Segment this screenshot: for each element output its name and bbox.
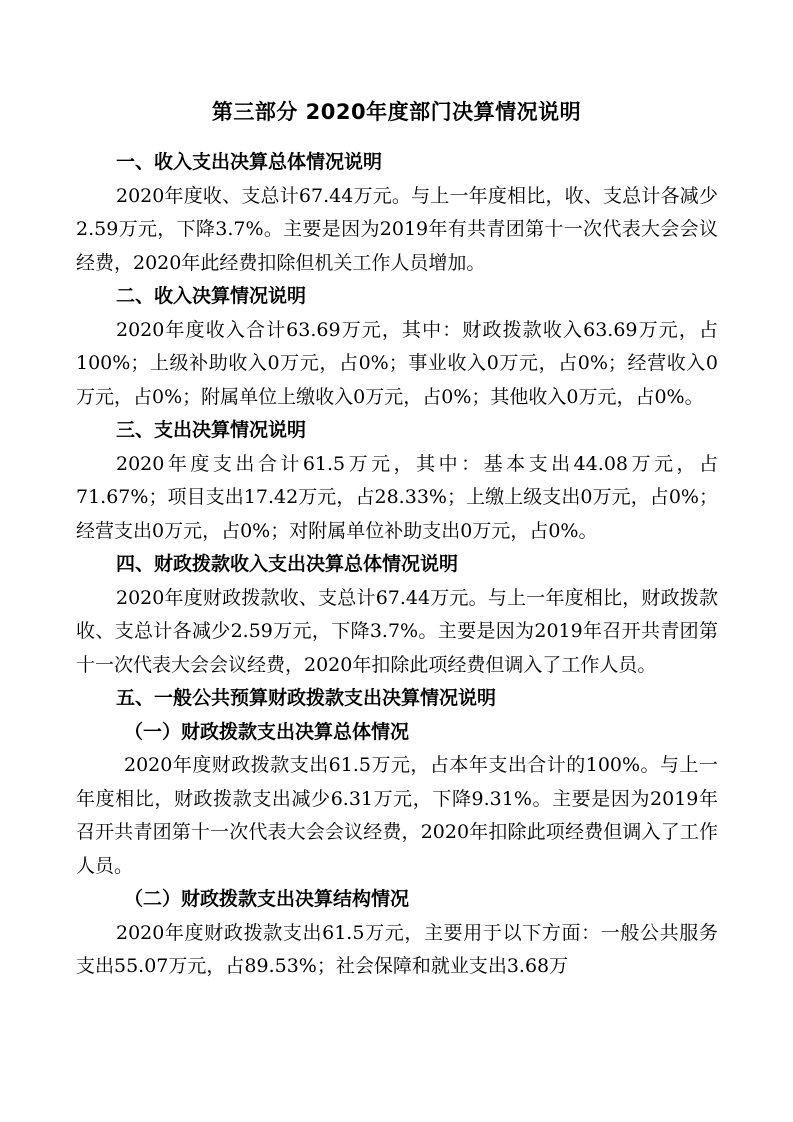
document-body bbox=[76, 146, 718, 984]
section-heading-2: 二、收入决算情况说明 bbox=[116, 285, 307, 307]
subsection-heading-1: （一）财政拨款支出决算总体情况 bbox=[124, 720, 410, 743]
section-heading-1: 一、收入支出决算总体情况说明 bbox=[116, 151, 383, 173]
page-title: 第三部分 2020年度部门决算情况说明 bbox=[211, 100, 582, 124]
section-paragraph-2: 2020年度收入合计63.69万元，其中：财政拨款收入63.69万元，占100%；上级补助收入0万元，占0%；事业收入0万元，占0%；经营收入0万元，占0%；附属单位上缴收入0万元，占0%；其他收入0万元，占0%。 bbox=[76, 318, 718, 408]
section-heading-5: 五、一般公共预算财政拨款支出决算情况说明 bbox=[116, 687, 497, 709]
section-heading-4: 四、财政拨款收入支出决算总体情况说明 bbox=[116, 553, 459, 575]
section-heading-3: 三、支出决算情况说明 bbox=[116, 419, 307, 441]
section-paragraph-1: 2020年度收、支总计67.44万元。与上一年度相比，收、支总计各减少2.59万元，下降3.7%。主要是因为2019年有共青团第十一次代表大会会议经费，2020年此经费扣除但机关工作人员增加。 bbox=[76, 184, 718, 274]
section-paragraph-3: 2020年度支出合计61.5万元，其中：基本支出44.08万元，占71.67%；项目支出17.42万元，占28.33%；上缴上级支出0万元，占0%；经营支出0万元，占0%；对附属单位补助支出0万元，占0%。 bbox=[76, 452, 718, 542]
subsection-heading-2: （二）财政拨款支出决算结构情况 bbox=[124, 888, 410, 910]
subsection-paragraph-1: 2020年度财政拨款支出61.5万元，占本年支出合计的100%。与上一年度相比，财政拨款支出减少6.31万元，下降9.31%。主要是因为2019年召开共青团第十一次代表大会会议经费，2020年扣除此项经费但调入了工作人员。 bbox=[76, 754, 718, 877]
subsection-paragraph-2: 2020年度财政拨款支出61.5万元，主要用于以下方面：一般公共服务支出55.07万元，占89.53%；社会保障和就业支出3.68万 bbox=[76, 921, 718, 977]
section-paragraph-4: 2020年度财政拨款收、支总计67.44万元。与上一年度相比，财政拨款收、支总计各减少2.59万元，下降3.7%。主要是因为2019年召开共青团第十一次代表大会会议经费，2020年扣除此项经费但调入了工作人员。 bbox=[76, 586, 718, 676]
